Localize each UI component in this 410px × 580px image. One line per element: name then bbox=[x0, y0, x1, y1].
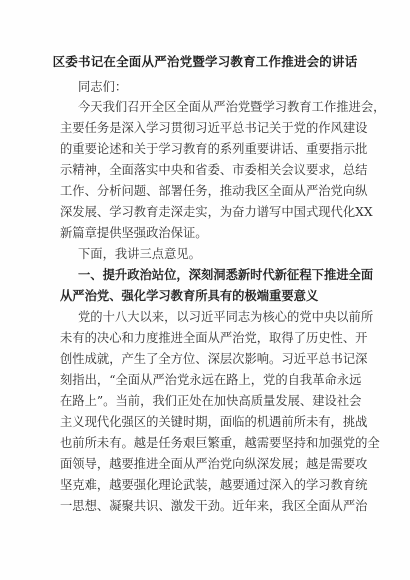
paragraph-line: 主义现代化强区的关键时期，面临的机遇前所未有，挑战 bbox=[60, 415, 368, 429]
paragraph-line: 也前所未有。越是任务艰巨繁重，越需要坚持和加强党的全 bbox=[60, 436, 380, 450]
paragraph-line: 未有的决心和力度推进全面从严治党，取得了历史性、开 bbox=[60, 331, 368, 345]
salutation-line: 同志们： bbox=[78, 80, 128, 94]
paragraph-line: 下面，我讲三点意见。 bbox=[78, 247, 201, 261]
paragraph-line: 一思想、凝聚共识、激发干劲。近年来，我区全面从严治 bbox=[60, 499, 368, 513]
paragraph-line: 坚克难，越要强化理论武装，越要通过深入的学习教育统 bbox=[60, 478, 368, 492]
paragraph-line: 的重要论述和关于学习教育的系列重要讲话、重要指示批 bbox=[60, 142, 368, 156]
paragraph-line: 新篇章提供坚强政治保证。 bbox=[60, 226, 208, 240]
paragraph-line: 主要任务是深入学习贯彻习近平总书记关于党的作风建设 bbox=[60, 121, 368, 135]
paragraph-line: 今天我们召开全区全面从严治党暨学习教育工作推进会， bbox=[78, 100, 386, 114]
paragraph-line: 面领导，越要推进全面从严治党向纵深发展；越是需要攻 bbox=[60, 457, 368, 471]
paragraph-line: 党的十八大以来，以习近平同志为核心的党中央以前所 bbox=[78, 310, 374, 324]
section-heading-line: 一、提升政治站位，深刻洞悉新时代新征程下推进全面 bbox=[78, 268, 374, 282]
paragraph-line: 工作、分析问题、部署任务，推动我区全面从严治党向纵 bbox=[60, 184, 368, 198]
paragraph-line: 示精神，全面落实中央和省委、市委相关会议要求，总结 bbox=[60, 163, 368, 177]
paragraph-line: 刻指出，“全面从严治党永远在路上，党的自我革命永远 bbox=[60, 373, 362, 387]
paragraph-line: 创性成就，产生了全方位、深层次影响。习近平总书记深 bbox=[60, 352, 368, 366]
paragraph-line: 在路上”。当前，我们正处在加快高质量发展、建设社会 bbox=[60, 394, 362, 408]
section-heading-line: 从严治党、强化学习教育所具有的极端重要意义 bbox=[60, 289, 319, 303]
paragraph-line: 深发展、学习教育走深走实，为奋力谱写中国式现代化XX bbox=[60, 205, 373, 219]
document-title: 区委书记在全面从严治党暨学习教育工作推进会的讲话 bbox=[52, 54, 358, 69]
